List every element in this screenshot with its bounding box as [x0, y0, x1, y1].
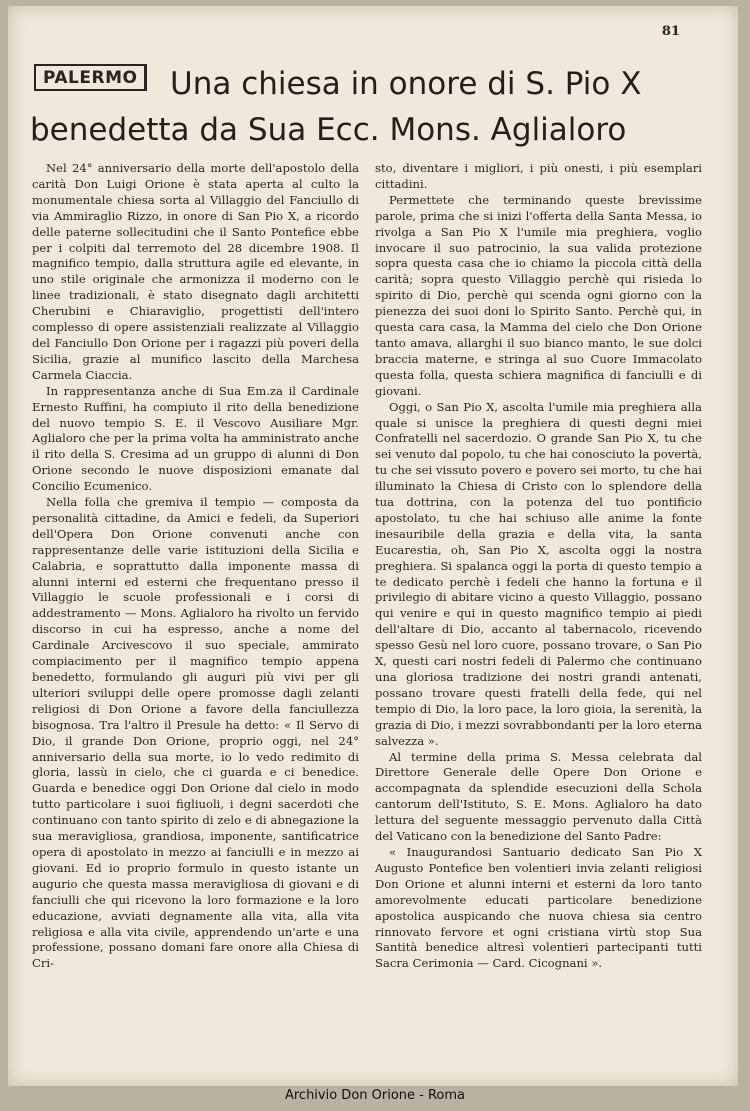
page-number: 81 — [661, 24, 680, 39]
magazine-page — [8, 6, 738, 1086]
left-column — [32, 161, 359, 972]
paragraph: Permettete che terminando queste brevissime parole, prima che si inizi l'offerta della Santa Messa, io rivolga a San Pio X l'umile mia preghiera, voglio invocare il suo patrocinio, la sua valida protezione sopra questa casa che io chiamo la piccola città della carità; sopra questo Villaggio perchè qui risieda lo spirito di Dio, perchè qui scenda ogni giorno con la pienezza dei suoi doni lo Spirito Santo. Perchè qui, in questa cara casa, la Mamma del cielo che Don Orione tanto amava, allarghi il suo bianco manto, le sue dolci braccia materne, e stringa al suo Cuore Immacolato questa folla, questa schiera magnifica di fanciulli e di giovani. — [375, 192, 702, 398]
archive-footer: Archivio Don Orione - Roma — [284, 1088, 466, 1103]
paragraph: Nella folla che gremiva il tempio — composta da personalità cittadine, da Amici e fedeli, da Superiori dell'Opera Don Orione convenuti anche con rappresentanze delle varie istituzioni della Sicilia e Calabria, e soprattutto dalla imponente massa di alunni interni ed esterni che frequentano presso il Villaggio le scuole professionali e i corsi di addestramento — Mons. Aglialoro ha rivolto un fervido discorso in cui ha espresso, anche a nome del Cardinale Arcivescovo il suo speciale, ammirato compiacimento per il magnifico tempio appena benedetto, formulando gli auguri più vivi per gli ulteriori sviluppi delle opere promosse dagli zelanti religiosi di Don Orione a favore della fanciullezza bisognosa. Tra l'altro il Presule ha detto: « Il Servo di Dio, il grande Don Orione, proprio oggi, nel 24° anniversario della sua morte, io lo vedo redimito di gloria, lassù in cielo, che ci guarda e ci benedice. Guarda e benedice oggi Don Orione dal cielo in modo tutto particolare i suoi figliuoli, i degni sacerdoti che continuano con tanto spirito di zelo e di abnegazione la sua meravigliosa, grandiosa, imponente, santificatrice opera di apostolato in mezzo ai fanciulli e in mezzo ai giovani. Ed io proprio formulo in questo istante un augurio che questa massa meravigliosa di giovani e di fanciulli che qui ricevono la loro formazione e la loro educazione, avviati degnamente alla vita, alla vita religiosa e alla vita civile, apprendendo un'arte e una professione, possano domani fare onore alla Chiesa di Cri- — [32, 495, 359, 971]
paragraph: « Inaugurandosi Santuario dedicato San Pio X Augusto Pontefice ben volentieri invia zelanti religiosi Don Orione et alunni interni et esterni da loro tanto amorevolmente educati particolare benedizione apostolica auspicando che nuova chiesa sia centro rinnovato fervore et ogni cristiana virtù stop Sua Santità benedice altresì volentieri partecipanti tutti Sacra Cerimonia — Card. Cicognani ». — [375, 844, 702, 971]
headline-line-2: benedetta da Sua Ecc. Mons. Aglialoro — [30, 112, 627, 148]
paragraph: Al termine della prima S. Messa celebrata dal Direttore Generale delle Opere Don Orione e accompagnata da splendide esecuzioni della Schola cantorum dell'Istituto, S. E. Mons. Aglialoro ha dato lettura del seguente messaggio pervenuto dalla Città del Vaticano con la benedizione del Santo Padre: — [375, 749, 702, 844]
location-kicker: PALERMO — [34, 64, 147, 91]
paragraph: sto, diventare i migliori, i più onesti, i più esemplari cittadini. — [375, 161, 702, 191]
headline-line-1: Una chiesa in onore di S. Pio X — [170, 66, 642, 102]
paragraph: Oggi, o San Pio X, ascolta l'umile mia preghiera alla quale si unisce la preghiera di questi degni miei Confratelli nel sacerdozio. O grande San Pio X, tu che sei venuto dal popolo, tu che hai conosciuto la povertà, tu che sei vissuto povero e povero sei morto, tu che hai illuminato la Chiesa di Cristo con lo splendore della tua dottrina, con la potenza del tuo pontificio apostolato, tu che hai schiuso alle anime la fonte inesauribile della grazia e della vita, la santa Eucarestia, oh, San Pio X, ascolta oggi la nostra preghiera. Si spalanca oggi la porta di questo tempio a te dedicato perchè i fedeli che hanno la fortuna e il privilegio di abitare vicino a questo Villaggio, possano qui venire e qui in questo magnifico tempio ai piedi dell'altare di Dio, accanto al tabernacolo, ricevendo spesso Gesù nel loro cuore, possano trovare, o San Pio X, questi cari nostri fedeli di Palermo che continuano una gloriosa tradizione dei nostri grandi antenati, possano trovare questi fratelli della fede, qui nel tempio di Dio, la loro pace, la loro gioia, la serenità, la grazia di Dio, i mezzi sovrabbondanti per la loro eterna salvezza ». — [375, 399, 702, 748]
paragraph: In rappresentanza anche di Sua Em.za il Cardinale Ernesto Ruffini, ha compiuto il rito della benedizione del nuovo tempio S. E. il Vescovo Ausiliare Mgr. Aglialoro che per la prima volta ha amministrato anche il rito della S. Cresima ad un gruppo di alunni di Don Orione secondo le nuove disposizioni emanate dal Concilio Ecumenico. — [32, 383, 359, 494]
paragraph: Nel 24° anniversario della morte dell'apostolo della carità Don Luigi Orione è stata aperta al culto la monumentale chiesa sorta al Villaggio del Fanciullo di via Ammiraglio Rizzo, in onore di San Pio X, a ricordo delle paterne sollecitudini che il Santo Pontefice ebbe per i colpiti dal terremoto del 28 dicembre 1908. Il magnifico tempio, dalla struttura agile ed elevante, in uno stile originale che armonizza il moderno con le linee tradizionali, è stato disegnato dagli architetti Cherubini e Chiaraviglio, progettisti dell'intero complesso di opere assistenziali realizzate al Villaggio del Fanciullo Don Orione per i ragazzi più poveri della Sicilia, grazie al munifico lascito della Marchesa Carmela Ciaccia. — [32, 161, 359, 382]
right-column — [375, 161, 702, 972]
article-body — [32, 161, 702, 972]
